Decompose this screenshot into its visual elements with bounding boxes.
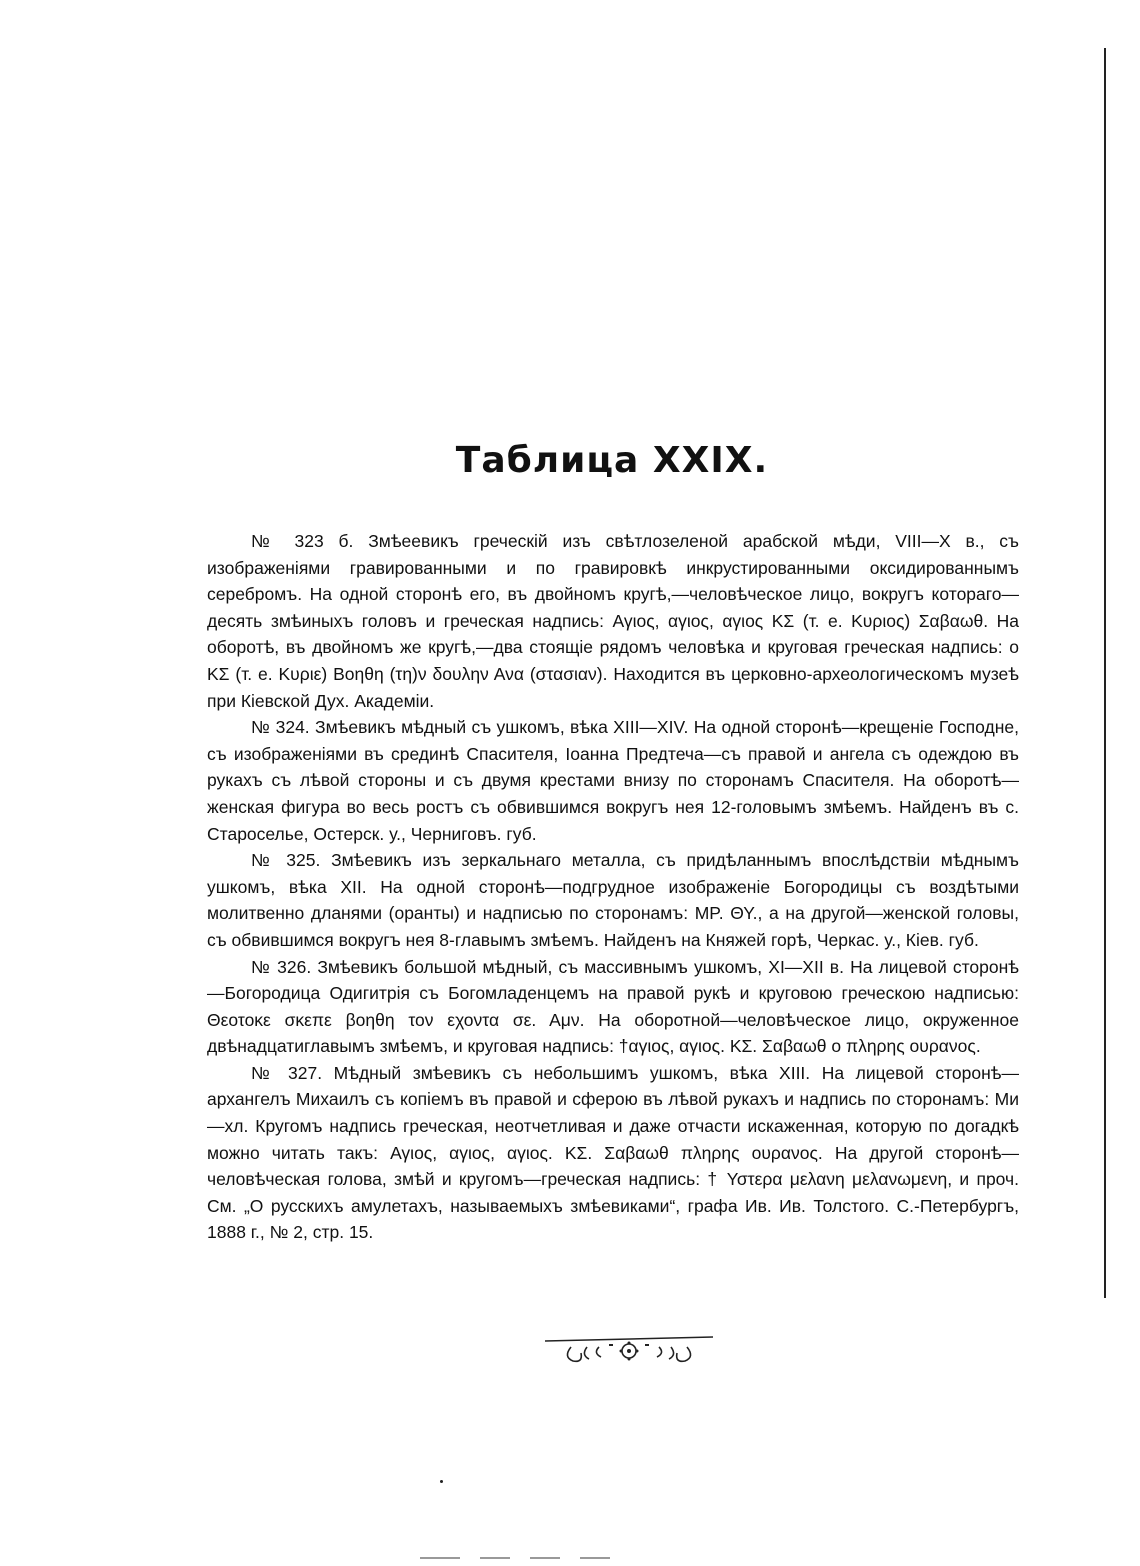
entry-327 xyxy=(207,1060,1019,1246)
page-speck xyxy=(440,1480,443,1483)
entry-number: № 323 б. xyxy=(251,531,354,551)
entry-text: Змѣевикъ мѣдный съ ушкомъ, вѣка XIII—XIV. На одной сторонѣ—крещеніе Господне, съ изображеніями въ срединѣ Спасителя, Іоанна Предтеча—съ правой и ангела съ одеждою въ рукахъ съ лѣвой стороны и съ двумя крестами внизу по сторонамъ Спасителя. На оборотѣ—женская фигура во весь ростъ съ обвившимся вокругъ нея 12-головымъ змѣемъ. Найденъ въ с. Староселье, Остерск. у., Черниговъ. губ. xyxy=(207,717,1019,844)
entry-number: № 325. xyxy=(251,850,321,871)
page-edge-rule xyxy=(1104,48,1106,1298)
entry-324 xyxy=(207,714,1019,847)
entry-text: Змѣевикъ изъ зеркальнаго металла, съ придѣланнымъ впослѣдствіи мѣднымъ ушкомъ, вѣка XII. На одной сторонѣ—подгрудное изображеніе Богородицы съ воздѣтыми молитвенно дланями (оранты) и надписью по сторонамъ: ΜΡ. ΘΥ., а на другой—женской головы, съ обвившимся вокругъ нея 8-главымъ змѣемъ. Найденъ на Княжей горѣ, Черкас. у., Кіев. губ. xyxy=(207,850,1019,950)
entry-number: № 326. xyxy=(251,956,312,977)
ornament-divider-icon xyxy=(543,1333,715,1367)
bottom-edge-trace xyxy=(420,1555,620,1561)
entry-text: Змѣевикъ большой мѣдный, съ массивнымъ ушкомъ, XI—XII в. На лицевой сторонѣ—Богородица Одигитрія съ Богомладенцемъ на правой рукѣ и круговою греческою надписью: Θεοτοκε σκεπε βοηθη τον εχοντα σε. Αμν. На оборотной—человѣческое лицо, окруженное двѣнадцатиглавымъ змѣемъ, и круговая надпись: †αγιος, αγιος. ΚΣ. Σαβαωθ ο πληρης ουρανος. xyxy=(207,956,1019,1057)
entry-number: № 327. xyxy=(251,1062,323,1083)
entry-text: Мѣдный змѣевикъ съ небольшимъ ушкомъ, вѣка XIII. На лицевой сторонѣ—архангелъ Михаилъ съ копіемъ въ правой и сферою въ лѣвой рукахъ и надпись по сторонамъ: Ми—хл. Кругомъ надпись греческая, неотчетливая и даже отчасти искаженная, которую по догадкѣ можно читать такъ: Αγιος, αγιος, αγιος. ΚΣ. Σαβαωθ πληρης ουρανος. На другой сторонѣ—человѣческая голова, змѣй и кругомъ—греческая надпись: † Υστερα μελανη μελανωμενη, и проч. См. „О русскихъ амулетахъ, называемыхъ змѣевиками“, графа Ив. Ив. Толстого. С.-Петербургъ, 1888 г., № 2, стр. 15. xyxy=(207,1062,1019,1243)
entry-326 xyxy=(207,954,1019,1060)
page-title: Таблица XXIX. xyxy=(455,440,769,481)
entry-323 xyxy=(207,528,1019,714)
entry-number: № 324. xyxy=(251,717,310,738)
entry-text: Змѣеевикъ греческій изъ свѣтлозеленой арабской мѣди, VIII—X в., съ изображеніями гравированными и по гравировкѣ инкрустированными оксидированнымъ серебромъ. На одной сторонѣ его, въ двойномъ кругѣ,—человѣческое лицо, вокругъ котораго—десять змѣиныхъ головъ и греческая надпись: Αγιος, αγιος, αγιος ΚΣ (т. е. Κυριος) Σαβαωθ. На оборотѣ, въ двойномъ же кругѣ,—два стоящіе рядомъ человѣка и круговая греческая надпись: ο ΚΣ (т. е. Κυριε) Βοηθη (τη)ν δουλην Ανα (στασιαν). Находится въ церковно-археологическомъ музеѣ при Кіевской Дух. Академіи. xyxy=(207,531,1019,711)
entries-list xyxy=(207,528,1019,1246)
entry-325 xyxy=(207,847,1019,953)
